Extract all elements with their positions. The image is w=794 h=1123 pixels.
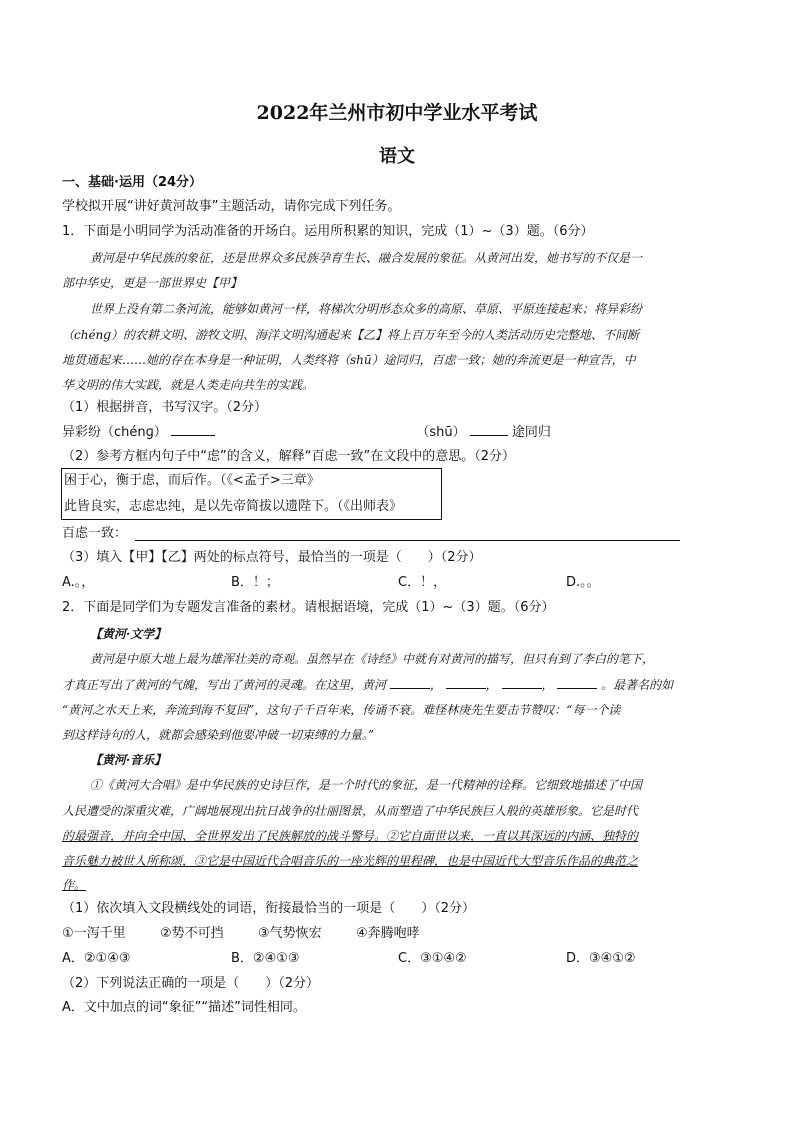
word-choice: ②势不可挡: [160, 926, 224, 941]
subject-title: 语文: [379, 146, 415, 167]
q2-para1: “黄河之水天上来，奔流到海不复回”，这句子千百年来，传诵不衰。难怪林庚先生要击节赞叹：“每一个读: [62, 703, 621, 717]
option-b[interactable]: B．②④①③: [231, 951, 300, 966]
q1-para2: 华文明的伟大实践，就是人类走向共生的实践。: [62, 378, 315, 392]
q1-stem: 1．下面是小明同学为活动准备的开场白。运用所积累的知识，完成（1）~（3）题。（6分）: [62, 224, 594, 239]
q1-sub2: （2）参考方框内句子中“虑”的含义，解释“百虑一致”在文段中的意思。（2分）: [62, 449, 515, 464]
q1-sub3: （3）填入【甲】【乙】两处的标点符号，最恰当的一项是（ ）（2分）: [62, 550, 482, 565]
q1-para2: （chénɡ）的农耕文明、游牧文明、海洋文明沟通起来【乙】将上百万年至今的人类活动历史完整地、不间断: [62, 328, 639, 342]
q2-heading-literature: 【黄河·文学】: [90, 627, 167, 641]
word-choice: ③气势恢宏: [258, 926, 322, 941]
q2-para2: 作。: [62, 878, 87, 892]
box-line: 困于心，衡于虑，而后作。（《<孟子>三章》: [64, 473, 320, 488]
answer-label: 百虑一致：: [62, 526, 128, 541]
q1-para2: 地贯通起来……她的存在本身是一种证明，人类终将（shū）途同归，百虑一致；她的奔流更是一种宣告，中: [62, 353, 636, 367]
q2-para2: 人民遭受的深重灾难，广阔地展现出抗日战争的壮丽图景，从而塑造了中华民族巨人般的英雄形象。它是时代: [62, 804, 639, 818]
q2-para2: 的最强音，并向全中国、全世界发出了民族解放的战斗警号。②它自面世以来，一直以其深远的内涵、独特的: [62, 829, 639, 843]
q1-sub1: （1）根据拼音，书写汉字。（2分）: [62, 400, 268, 415]
q1-para2: 世界上没有第二条河流，能够如黄河一样，将梯次分明形态众多的高原、草原、平原连接起来；将异彩纷: [90, 302, 643, 316]
option-b[interactable]: B．！；: [231, 575, 279, 590]
option-d[interactable]: D．③④①②: [566, 951, 636, 966]
option-c[interactable]: C．！，: [398, 575, 447, 590]
q2-option-a[interactable]: A．文中加点的词“象征”“描述”词性相同。: [62, 1000, 306, 1015]
answer-blank[interactable]: [390, 676, 430, 689]
q1-para1: 黄河是中华民族的象征，还是世界众多民族孕育生长、融合发展的象征。从黄河出发，她书写的不仅是一: [90, 251, 643, 265]
answer-blank[interactable]: [171, 423, 215, 436]
answer-line[interactable]: [135, 540, 680, 541]
q2-para1: 到这样诗句的人，就都会感染到他要冲破一切束缚的力量。”: [62, 728, 375, 742]
q2-para2: 音乐魅力被世人所称颂，③它是中国近代合唱音乐的一座光辉的里程碑，也是中国近代大型音乐作品的典范之: [62, 854, 639, 868]
word-choice: ④奔腾咆哮: [356, 926, 420, 941]
answer-blank[interactable]: [446, 676, 486, 689]
option-a[interactable]: A．②①④③: [62, 951, 131, 966]
section-heading: 一、基础·运用（24分）: [62, 175, 203, 190]
answer-blank[interactable]: [557, 676, 597, 689]
pinyin-fill-row: [62, 423, 742, 442]
word-choice: ①一泻千里: [62, 926, 126, 941]
q2-sub2: （2）下列说法正确的一项是（ ）（2分）: [62, 976, 320, 991]
q1-para1: 部中华史，更是一部世界史【甲】: [62, 276, 243, 290]
option-d[interactable]: D.。。: [566, 575, 600, 590]
option-a[interactable]: A.。，: [62, 575, 95, 590]
answer-blank[interactable]: [502, 676, 542, 689]
q2-para1: 黄河是中原大地上最为雄浑壮美的奇观。虽然早在《诗经》中就有对黄河的描写，但只有到了李白的笔下，: [90, 652, 655, 666]
q2-sub1: （1）依次填入文段横线处的词语，衔接最恰当的一项是（ ）（2分）: [62, 901, 476, 916]
option-c[interactable]: C．③①④②: [398, 951, 467, 966]
fill-b-tail: 途同归: [511, 425, 551, 440]
exam-title: 2022年兰州市初中学业水平考试: [256, 102, 538, 124]
q2-para1-blanks: 才真正写出了黄河的气魄，写出了黄河的灵魂。在这里，黄河 ， ， ， 。最著名的如: [62, 678, 674, 692]
q2-heading-music: 【黄河·音乐】: [90, 753, 167, 767]
q2-para2: ①《黄河大合唱》是中华民族的史诗巨作，是一个时代的象征，是一代精神的诠释。它细致地描述了中国: [90, 778, 643, 792]
answer-blank[interactable]: [470, 423, 508, 436]
intro-text: 学校拟开展“讲好黄河故事”主题活动，请你完成下列任务。: [62, 199, 401, 214]
fill-a-label: 异彩纷（chénɡ）: [62, 425, 167, 440]
fill-b-label: （shū）: [416, 425, 466, 440]
box-line: 此皆良实，志虑忠纯，是以先帝简拔以遗陛下。（《出师表》: [64, 499, 403, 514]
q2-stem: 2．下面是同学们为专题发言准备的素材。请根据语境，完成（1）~（3）题。（6分）: [62, 600, 555, 615]
